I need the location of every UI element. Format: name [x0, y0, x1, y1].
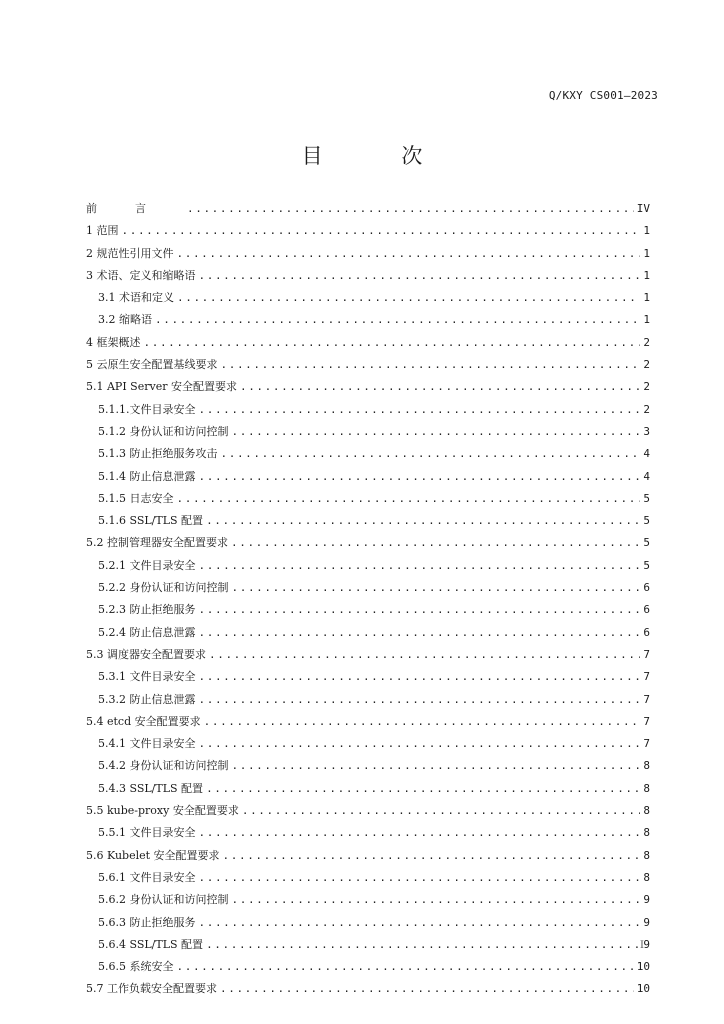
toc-entry[interactable]: [86, 200, 650, 222]
toc-entry[interactable]: [86, 245, 650, 267]
toc-dot-leader: [232, 759, 641, 772]
toc-dot-leader: [221, 358, 641, 371]
toc-entry-page: 7: [643, 737, 650, 751]
toc-entry-label: 5.4.2 身份认证和访问控制: [98, 759, 229, 773]
toc-dot-leader: [199, 737, 641, 750]
toc-entry[interactable]: [86, 914, 650, 936]
toc-dot-leader: [199, 470, 641, 483]
toc-entry-page: 6: [643, 581, 650, 595]
toc-entry-page: 7: [643, 692, 650, 706]
toc-entry[interactable]: [86, 713, 650, 735]
toc-dot-leader: [177, 291, 640, 304]
toc-dot-leader: [199, 626, 641, 639]
toc-entry-label: 4 框架概述: [86, 335, 141, 349]
toc-dot-leader: [122, 224, 641, 237]
toc-entry-page: 6: [643, 625, 650, 639]
toc-entry-label: 5 云原生安全配置基线要求: [86, 358, 218, 372]
toc-entry-page: 5: [643, 536, 650, 550]
toc-entry[interactable]: [86, 958, 650, 980]
toc-entry[interactable]: [86, 824, 650, 846]
toc-entry-label: 前言: [86, 202, 184, 215]
toc-dot-leader: [223, 849, 641, 862]
toc-entry-label: 5.1.6 SSL/TLS 配置: [98, 514, 204, 528]
toc-dot-leader: [155, 313, 640, 326]
toc-entry[interactable]: [86, 423, 650, 445]
toc-dot-leader: [177, 960, 634, 973]
toc-entry-label: 5.3 调度器安全配置要求: [86, 647, 206, 661]
toc-entry-page: 9: [643, 915, 650, 929]
toc-entry-label: 2 规范性引用文件: [86, 246, 174, 260]
toc-entry-label: 5.6 Kubelet 安全配置要求: [86, 848, 220, 862]
toc-entry-page: 7: [643, 647, 650, 661]
toc-entry-page: 2: [643, 380, 650, 394]
toc-dot-leader: [220, 982, 634, 995]
toc-entry[interactable]: [86, 445, 650, 467]
toc-entry-page: 8: [643, 848, 650, 862]
toc-entry[interactable]: [86, 601, 650, 623]
toc-entry-label: 5.2.2 身份认证和访问控制: [98, 581, 229, 595]
toc-entry-page: 10: [636, 982, 650, 996]
toc-dot-leader: [199, 871, 641, 884]
toc-entry-label: 5.1.2 身份认证和访问控制: [98, 424, 229, 438]
toc-entry[interactable]: [86, 512, 650, 534]
page-title: 目 次: [301, 144, 459, 168]
toc-entry-page: 6: [643, 603, 650, 617]
toc-entry-label: 5.4.1 文件目录安全: [98, 737, 196, 751]
toc-entry-page: 5: [643, 558, 650, 572]
toc-entry[interactable]: [86, 936, 650, 958]
toc-entry-page: 1: [643, 224, 650, 238]
toc-entry-label: 5.6.5 系统安全: [98, 960, 174, 974]
toc-entry-label: 5.6.1 文件目录安全: [98, 870, 196, 884]
toc-dot-leader: [199, 670, 641, 683]
toc-dot-leader: [199, 559, 641, 572]
toc-entry[interactable]: [86, 780, 650, 802]
toc-entry-page: 2: [643, 358, 650, 372]
toc-entry-page: 9: [643, 937, 650, 951]
toc-dot-leader: [232, 581, 641, 594]
toc-dot-leader: [206, 514, 640, 527]
toc-entry-label: 5.6.3 防止拒绝服务: [98, 915, 196, 929]
toc-dot-leader: [232, 425, 641, 438]
toc-entry-label: 5.5 kube-proxy 安全配置要求: [86, 804, 239, 818]
toc-dot-leader: [199, 916, 641, 929]
toc-entry-label: 5.3.2 防止信息泄露: [98, 692, 196, 706]
toc-entry-label: 5.2.4 防止信息泄露: [98, 625, 196, 639]
toc-entry-page: 8: [643, 759, 650, 773]
toc-dot-leader: [199, 603, 641, 616]
toc-entry[interactable]: [86, 334, 650, 356]
toc-entry[interactable]: [86, 980, 650, 1002]
toc-entry[interactable]: [86, 222, 650, 244]
toc-entry[interactable]: [86, 869, 650, 891]
toc-entry-label: 5.2.3 防止拒绝服务: [98, 603, 196, 617]
toc-entry-page: 3: [643, 424, 650, 438]
toc-entry[interactable]: [86, 668, 650, 690]
toc-dot-leader: [199, 403, 641, 416]
toc-entry[interactable]: [86, 847, 650, 869]
toc-entry-page: 8: [643, 826, 650, 840]
toc-dot-leader: [206, 938, 640, 951]
toc-dot-leader: [199, 693, 641, 706]
toc-entry-page: 1: [643, 268, 650, 282]
toc-entry-page: 7: [643, 670, 650, 684]
toc-entry[interactable]: [86, 311, 650, 333]
toc-entry-page: 5: [643, 514, 650, 528]
toc-entry-label: 5.3.1 文件目录安全: [98, 670, 196, 684]
toc-entry-label: 5.5.1 文件目录安全: [98, 826, 196, 840]
toc-entry-page: 8: [643, 781, 650, 795]
toc-entry[interactable]: [86, 624, 650, 646]
toc-entry-page: 8: [643, 870, 650, 884]
toc-dot-leader: [199, 269, 641, 282]
toc-entry-label: 1 范围: [86, 224, 119, 238]
toc-entry-label: 3 术语、定义和缩略语: [86, 268, 196, 282]
toc-entry[interactable]: [86, 802, 650, 824]
toc-entry-page: 8: [643, 804, 650, 818]
toc-entry[interactable]: [86, 735, 650, 757]
toc-entry[interactable]: [86, 468, 650, 490]
toc-dot-leader: [144, 336, 641, 349]
table-of-contents: [86, 200, 650, 1003]
toc-entry-page: 5: [643, 491, 650, 505]
toc-dot-leader: [231, 536, 640, 549]
toc-dot-leader: [177, 247, 641, 260]
toc-entry-label: 5.6.4 SSL/TLS 配置: [98, 937, 204, 951]
toc-entry[interactable]: [86, 691, 650, 713]
toc-dot-leader: [221, 447, 641, 460]
toc-dot-leader: [187, 202, 634, 215]
toc-entry-page: 1: [643, 313, 650, 327]
toc-entry-label: 5.1 API Server 安全配置要求: [86, 380, 237, 394]
toc-dot-leader: [232, 893, 641, 906]
toc-entry[interactable]: [86, 289, 650, 311]
toc-entry-page: 9: [643, 893, 650, 907]
toc-entry[interactable]: [86, 401, 650, 423]
toc-entry[interactable]: [86, 757, 650, 779]
toc-entry-label: 5.1.4 防止信息泄露: [98, 469, 196, 483]
toc-entry[interactable]: [86, 891, 650, 913]
toc-entry-page: 2: [643, 335, 650, 349]
toc-entry-page: 1: [643, 291, 650, 305]
toc-dot-leader: [177, 492, 641, 505]
toc-entry-page: 4: [643, 447, 650, 461]
toc-dot-leader: [199, 826, 641, 839]
toc-entry-page: 1: [643, 246, 650, 260]
toc-dot-leader: [240, 380, 640, 393]
toc-entry-label: 5.4.3 SSL/TLS 配置: [98, 781, 204, 795]
toc-entry-label: 5.1.5 日志安全: [98, 491, 174, 505]
toc-dot-leader: [206, 782, 640, 795]
toc-entry-label: 3.2 缩略语: [98, 313, 152, 327]
toc-entry-label: 5.7 工作负载安全配置要求: [86, 982, 217, 996]
toc-entry[interactable]: [86, 490, 650, 512]
toc-entry-label: 5.1.3 防止拒绝服务攻击: [98, 447, 218, 461]
toc-entry[interactable]: [86, 378, 650, 400]
page-number: I: [640, 940, 644, 951]
toc-entry-page: 7: [643, 714, 650, 728]
toc-entry[interactable]: [86, 356, 650, 378]
toc-entry-label: 5.2 控制管理器安全配置要求: [86, 536, 228, 550]
document-code: Q/KXY CS001—2023: [548, 89, 658, 102]
toc-dot-leader: [204, 715, 641, 728]
toc-entry-label: 3.1 术语和定义: [98, 291, 174, 305]
toc-dot-leader: [209, 648, 640, 661]
toc-dot-leader: [242, 804, 641, 817]
toc-entry-label: 5.1.1.文件目录安全: [98, 402, 196, 416]
toc-entry[interactable]: [86, 557, 650, 579]
toc-entry-label: 5.2.1 文件目录安全: [98, 558, 196, 572]
toc-entry[interactable]: [86, 579, 650, 601]
toc-entry[interactable]: [86, 267, 650, 289]
toc-entry-page: 10: [636, 960, 650, 974]
toc-entry-label: 5.6.2 身份认证和访问控制: [98, 893, 229, 907]
toc-entry-page: IV: [636, 202, 650, 215]
toc-entry[interactable]: [86, 646, 650, 668]
toc-entry-page: 2: [643, 402, 650, 416]
toc-entry-page: 4: [643, 469, 650, 483]
toc-entry[interactable]: [86, 534, 650, 556]
toc-entry-label: 5.4 etcd 安全配置要求: [86, 714, 201, 728]
